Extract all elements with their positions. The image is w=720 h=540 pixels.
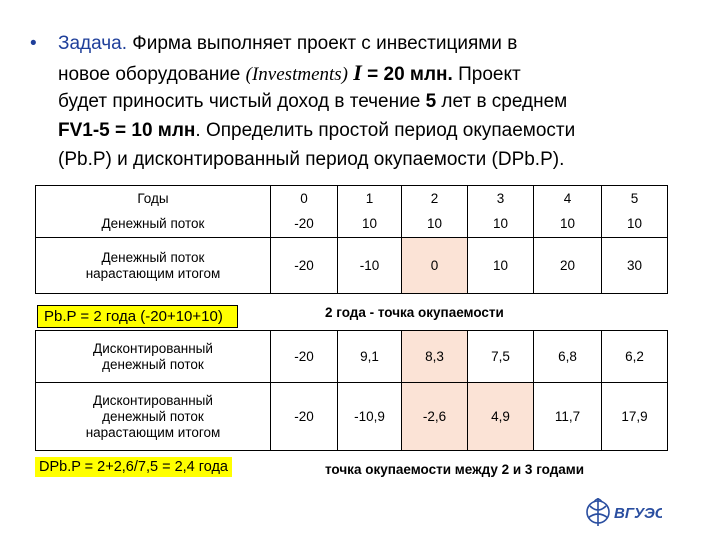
task-line-4-b: . Определить простой период окупаемости [195,120,576,141]
pbp-result-box [37,305,238,328]
discounted-cash-flow-table [35,330,668,451]
task-line-5 [58,146,564,174]
row-label: Годы [36,186,271,212]
table-cell: 6,8 [534,331,602,383]
table-cell: -20 [271,238,338,294]
table-row-discounted-cumulative [36,383,668,451]
task-line-5-text: (Pb.P) и дисконтированный период окупаемости (DPb.P). [58,149,565,170]
table-cell: 0 [271,186,338,212]
table-cell: 1 [338,186,402,212]
row-label-line: денежный поток [102,356,204,372]
row-label [36,238,271,294]
dpbp-result-box [35,457,232,477]
table-cell: 17,9 [602,383,668,451]
table-cell: -20 [271,383,338,451]
table-cell: 6,2 [602,331,668,383]
university-logo [582,488,662,532]
task-investments: (Investments) [245,64,349,85]
task-line-3-c: лет в среднем [436,91,568,112]
row-label: Денежный поток [36,212,271,238]
task-investment-symbol: I [353,60,362,85]
bullet: • [30,33,37,54]
table-cell: 10 [468,212,534,238]
pbp-result-text: Pb.P = 2 года (-20+10+10) [44,308,223,325]
table-row-cumulative [36,238,668,294]
task-line-2 [58,59,521,89]
task-line-3 [58,88,567,116]
table-cell: 10 [534,212,602,238]
table-cell: -20 [271,331,338,383]
pbp-note: 2 года - точка окупаемости [325,305,504,320]
cash-flow-table [35,185,668,294]
table-row-discounted [36,331,668,383]
row-label-line: Дисконтированный [93,340,213,356]
task-line-3-a: будет приносить чистый доход в течение [58,91,426,112]
table-cell: 10 [602,212,668,238]
row-label-line: нарастающим итогом [85,265,221,281]
dpbp-result-text: DPb.P = 2+2,6/7,5 = 2,4 года [39,459,228,475]
table-cell: 10 [468,238,534,294]
table-cell-highlighted: -2,6 [402,383,468,451]
row-label [36,383,271,451]
table-cell: 4 [534,186,602,212]
table-cell: 30 [602,238,668,294]
table-cell: 2 [402,186,468,212]
task-line-2-a: новое оборудование [58,64,246,85]
task-investment-amount: = 20 млн. [361,64,453,85]
table-cell: 10 [402,212,468,238]
table-cell: 3 [468,186,534,212]
table-cell: 5 [602,186,668,212]
table-cell: -10,9 [338,383,402,451]
table-cell: -10 [338,238,402,294]
logo-text: ВГУЭС [614,505,662,522]
dpbp-note: точка окупаемости между 2 и 3 годами [325,462,585,477]
row-label [36,331,271,383]
row-label-line: нарастающим итогом [85,424,221,440]
task-line-4 [58,117,575,145]
task-line-1 [58,30,517,58]
row-label-line: Денежный поток [101,249,205,265]
table-cell-highlighted: 4,9 [468,383,534,451]
task-line-2-d: Проект [452,64,521,85]
table-cell: 10 [338,212,402,238]
table-cell: 7,5 [468,331,534,383]
task-fv: FV1-5 = 10 млн [58,120,196,141]
row-label-line: денежный поток [102,408,204,424]
university-logo-icon [582,488,662,532]
table-cell-highlighted: 0 [402,238,468,294]
table-cell: 20 [534,238,602,294]
table-cell: -20 [271,212,338,238]
task-label: Задача. [58,33,128,54]
table-cell: 9,1 [338,331,402,383]
table-cell: 11,7 [534,383,602,451]
table-row-years [36,186,668,212]
row-label-line: Дисконтированный [93,392,213,408]
task-years: 5 [425,91,437,112]
table-row-cash-flow [36,212,668,238]
task-line-1-text: Фирма выполняет проект с инвестициями в [127,33,518,54]
table-cell-highlighted: 8,3 [402,331,468,383]
